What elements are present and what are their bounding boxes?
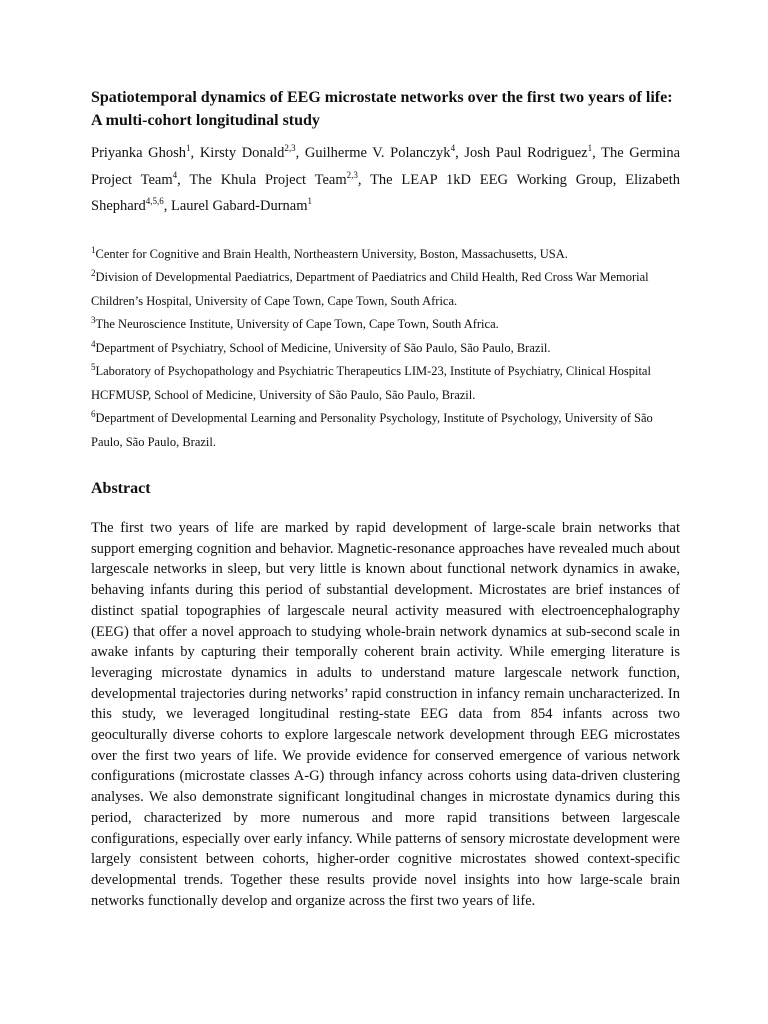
author-affiliation-marker: 4 — [450, 143, 456, 154]
affiliation-number: 5 — [91, 361, 96, 372]
author-separator: , — [592, 145, 602, 161]
affiliation-number: 1 — [91, 244, 96, 255]
affiliation-text: Laboratory of Psychopathology and Psychiatric Therapeutics LIM-23, Institute of Psychiatry, Clinical Hospital HCFMUSP, School of Medicine, University of São Paulo, São Paulo, Brazil. — [91, 364, 651, 402]
author — [189, 169, 371, 188]
author — [370, 172, 625, 188]
author-name: Priyanka Ghosh — [91, 145, 187, 161]
author-name: The LEAP 1kD EEG Working Group — [370, 171, 613, 188]
affiliation-list — [91, 243, 680, 455]
author-affiliation-marker: 1 — [186, 143, 191, 154]
author-affiliation-marker: 1 — [587, 143, 593, 154]
author-name: Guilherme V. Polanczyk — [304, 145, 451, 161]
author-affiliation-marker: 1 — [307, 196, 312, 207]
author-name: Elizabeth Shephard — [91, 171, 680, 214]
affiliation-text: Department of Developmental Learning and Personality Psychology, Institute of Psychology, University of São Paulo, São Paulo, Brazil. — [91, 411, 653, 449]
author-separator: , — [612, 171, 626, 188]
author-name: The Khula Project Team — [189, 171, 347, 188]
abstract-text: The first two years of life are marked by rapid development of large-scale brain networks that support emerging cognition and behavior. Magnetic-resonance approaches have revealed much about largescale networks in sleep, but very little is known about functional network dynamics in awake, behaving infants during this period of substantial development. Microstates are brief instances of distinct spatial topographies of largescale neural activity measured with electroencephalography (EEG) that offer a novel approach to studying whole-brain network dynamics at sub-second scale in awake infants by capturing their temporally coherent brain activity. While emerging literature is leveraging microstate dynamics in adults to understand mature largescale network function, developmental trajectories during networks’ rapid construction in infancy remain uncharacterized. In this study, we leveraged longitudinal resting-state EEG data from 854 infants across two geoculturally diverse cohorts to explore largescale network development through EEG microstates over the first two years of life. We provide evidence for conserved emergence of various network configurations (microstate classes A-G) through infancy across cohorts using data-driven clustering analyses. We also demonstrate significant longitudinal changes in microstate dynamics during this period, characterized by more numerous and more rapid transitions between largescale configurations, especially over early infancy. While patterns of sensory microstate development were largely consistent between cohorts, higher-order cognitive microstates showed context-specific developmental trends. Together these results provide novel insights into how large-scale brain networks functionally develop and organize across the first two years of life. — [91, 520, 680, 909]
affiliation — [91, 313, 680, 337]
author-separator: , — [190, 145, 200, 161]
author — [171, 198, 312, 214]
paper-title: Spatiotemporal dynamics of EEG microstate networks over the first two years of life: A multi-cohort longitudinal study — [91, 89, 673, 129]
author-name: Josh Paul Rodriguez — [464, 145, 588, 161]
author-name: Kirsty Donald — [199, 145, 285, 161]
affiliation-number: 2 — [91, 267, 96, 278]
author-name: Laurel Gabard-Durnam — [171, 198, 308, 214]
author — [200, 145, 305, 161]
affiliation-number: 4 — [91, 338, 96, 349]
affiliation — [91, 243, 680, 267]
author-affiliation-marker: 4 — [172, 169, 178, 180]
author-name: The Germina Project Team — [91, 145, 681, 188]
affiliation-text: Division of Developmental Paediatrics, Department of Paediatrics and Child Health, Red Cross War Memorial Children’s Hospital, University of Cape Town, Cape Town, South Africa. — [91, 270, 649, 308]
author — [464, 145, 601, 161]
affiliation — [91, 407, 680, 454]
affiliation — [91, 360, 680, 407]
affiliation-text: Department of Psychiatry, School of Medicine, University of São Paulo, São Paulo, Brazil. — [95, 340, 551, 355]
author-separator: , — [163, 198, 172, 214]
author-separator: , — [177, 171, 190, 188]
affiliation-text: The Neuroscience Institute, University of Cape Town, Cape Town, South Africa. — [95, 317, 499, 331]
author-separator: , — [357, 171, 371, 188]
affiliation-number: 3 — [91, 314, 96, 325]
author-separator: , — [295, 145, 305, 161]
author-affiliation-marker: 2,3 — [346, 169, 358, 180]
affiliation — [91, 266, 680, 313]
affiliation-text: Center for Cognitive and Brain Health, Northeastern University, Boston, Massachusetts, USA. — [95, 246, 568, 261]
author-separator: , — [455, 145, 465, 161]
affiliation-number: 6 — [91, 408, 96, 419]
author-affiliation-marker: 2,3 — [284, 143, 296, 154]
author-affiliation-marker: 4,5,6 — [145, 196, 164, 207]
author — [91, 145, 200, 161]
abstract-heading: Abstract — [91, 480, 151, 497]
author-list — [91, 140, 680, 220]
author — [305, 145, 464, 161]
affiliation — [91, 337, 680, 361]
